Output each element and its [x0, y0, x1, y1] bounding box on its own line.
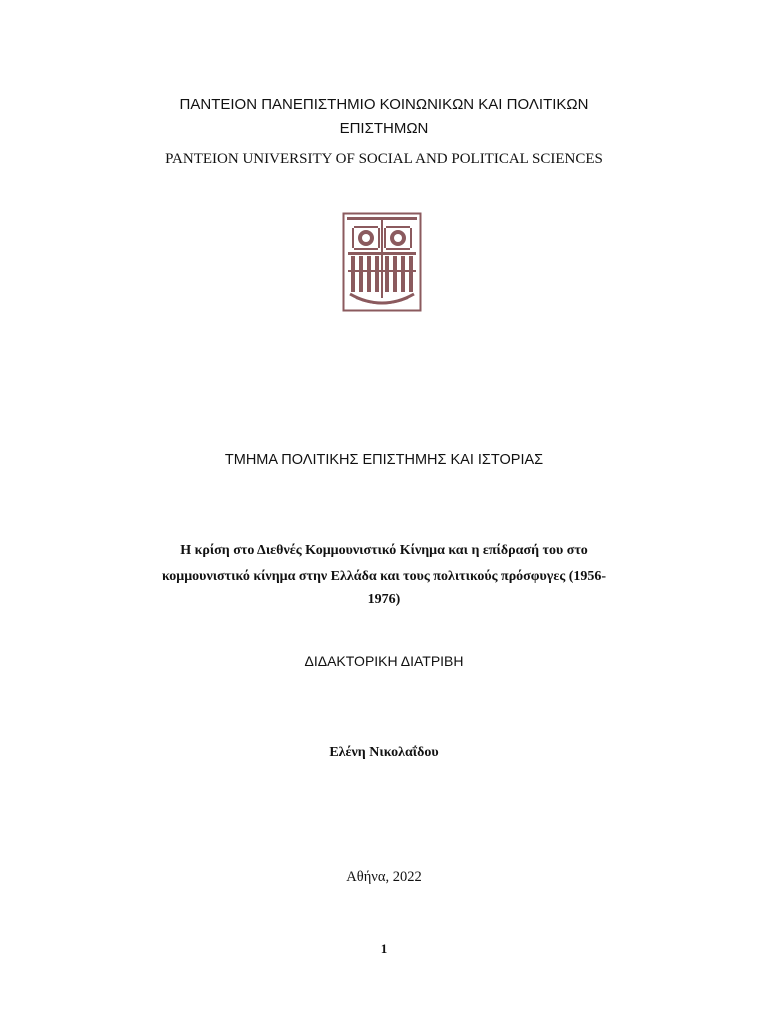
thesis-title-line-3: 1976): [367, 592, 401, 607]
department-name: ΤΜΗΜΑ ΠΟΛΙΤΙΚΗΣ ΕΠΙΣΤΗΜΗΣ ΚΑΙ ΙΣΤΟΡΙΑΣ: [224, 452, 544, 468]
place-and-year: Αθήνα, 2022: [346, 869, 422, 885]
thesis-title-line-1: Η κρίση στο Διεθνές Κομμουνιστικό Κίνημα και η επίδρασή του στο: [180, 543, 588, 558]
page-number: 1: [380, 941, 388, 956]
thesis-title-line-2: κομμουνιστικό κίνημα στην Ελλάδα και τους πολιτικούς πρόσφυγες (1956-: [161, 569, 607, 584]
university-crest-icon: [342, 212, 422, 312]
author-name: Ελένη Νικολαΐδου: [329, 745, 439, 760]
university-name-english: PANTEION UNIVERSITY OF SOCIAL AND POLITICAL SCIENCES: [165, 151, 603, 167]
university-name-greek: ΠΑΝΤΕΙΟΝ ΠΑΝΕΠΙΣΤΗΜΙΟ ΚΟΙΝΩΝΙΚΩΝ ΚΑΙ ΠΟΛΙΤΙΚΩΝ: [179, 96, 589, 113]
thesis-type: ΔΙΔΑΚΤΟΡΙΚΗ ΔΙΑΤΡΙΒΗ: [304, 653, 464, 669]
university-name-greek-continued: ΕΠΙΣΤΗΜΩΝ: [339, 120, 429, 137]
